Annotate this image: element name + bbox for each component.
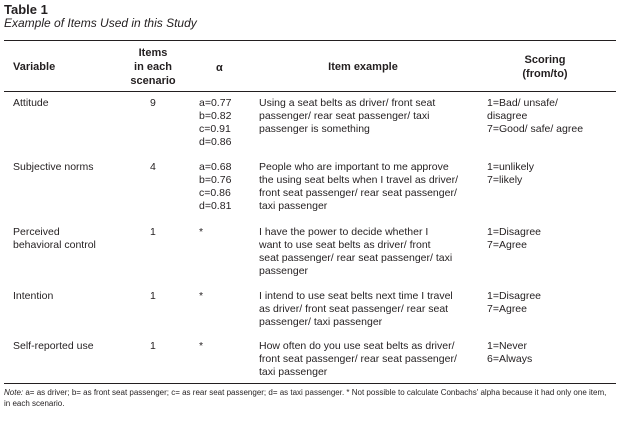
cell-alpha: * (199, 340, 204, 352)
cell-items: 9 (150, 97, 156, 109)
table-note (4, 387, 614, 409)
cell-scoring: 1=Never 6=Always (487, 340, 533, 365)
cell-example: Using a seat belts as driver/ front seat passenger/ rear seat passenger/ taxi passenger is something (259, 97, 436, 135)
cell-alpha: * (199, 226, 204, 238)
table-caption-title: Table 1 (4, 2, 48, 17)
cell-alpha: a=0.68 b=0.76 c=0.86 d=0.81 (199, 161, 232, 212)
header-rule (4, 91, 616, 92)
cell-scoring: 1=Bad/ unsafe/ disagree 7=Good/ safe/ agree (487, 97, 584, 135)
header-scoring: Scoring (from/to) (522, 54, 568, 80)
cell-scoring: 1=Disagree 7=Agree (487, 290, 541, 315)
bottom-rule (4, 383, 616, 384)
header-variable: Variable (13, 61, 56, 73)
cell-scoring: 1=Disagree 7=Agree (487, 226, 541, 251)
cell-alpha: * (199, 290, 204, 302)
cell-variable: Subjective norms (13, 161, 94, 173)
cell-items: 4 (150, 161, 156, 173)
cell-variable: Perceived behavioral control (13, 226, 96, 251)
cell-example: I have the power to decide whether I want to use seat belts as driver/ front seat passenger/ rear seat passenger/ taxi passenger (259, 226, 453, 277)
cell-example: How often do you use seat belts as driver/ front seat passenger/ rear seat passenger/ taxi passenger (259, 340, 457, 378)
cell-variable: Self-reported use (13, 340, 94, 352)
cell-scoring: 1=unlikely 7=likely (487, 161, 534, 186)
note-label: Note: (4, 388, 24, 397)
cell-example: People who are important to me approve the using seat belts when I travel as driver/ front seat passenger/ rear seat passenger/ taxi passenger (259, 161, 459, 212)
note-text: a= as driver; b= as front seat passenger; c= as rear seat passenger; d= as taxi passenger. * Not possible to calculate Conbachs' alpha because it had only one item, in each scenario. (4, 388, 607, 408)
header-items: Items in each scenario (130, 47, 176, 87)
table-caption-subtitle: Example of Items Used in this Study (4, 16, 197, 30)
cell-variable: Attitude (13, 97, 49, 109)
cell-items: 1 (150, 340, 156, 352)
cell-alpha: a=0.77 b=0.82 c=0.91 d=0.86 (199, 97, 232, 148)
cell-items: 1 (150, 226, 156, 238)
cell-example: I intend to use seat belts next time I travel as driver/ front seat passenger/ rear seat passenger/ taxi passenger (259, 290, 453, 328)
top-rule (4, 40, 616, 41)
header-item-example: Item example (328, 61, 398, 73)
cell-items: 1 (150, 290, 156, 302)
cell-variable: Intention (13, 290, 54, 302)
header-alpha: α (216, 62, 223, 74)
